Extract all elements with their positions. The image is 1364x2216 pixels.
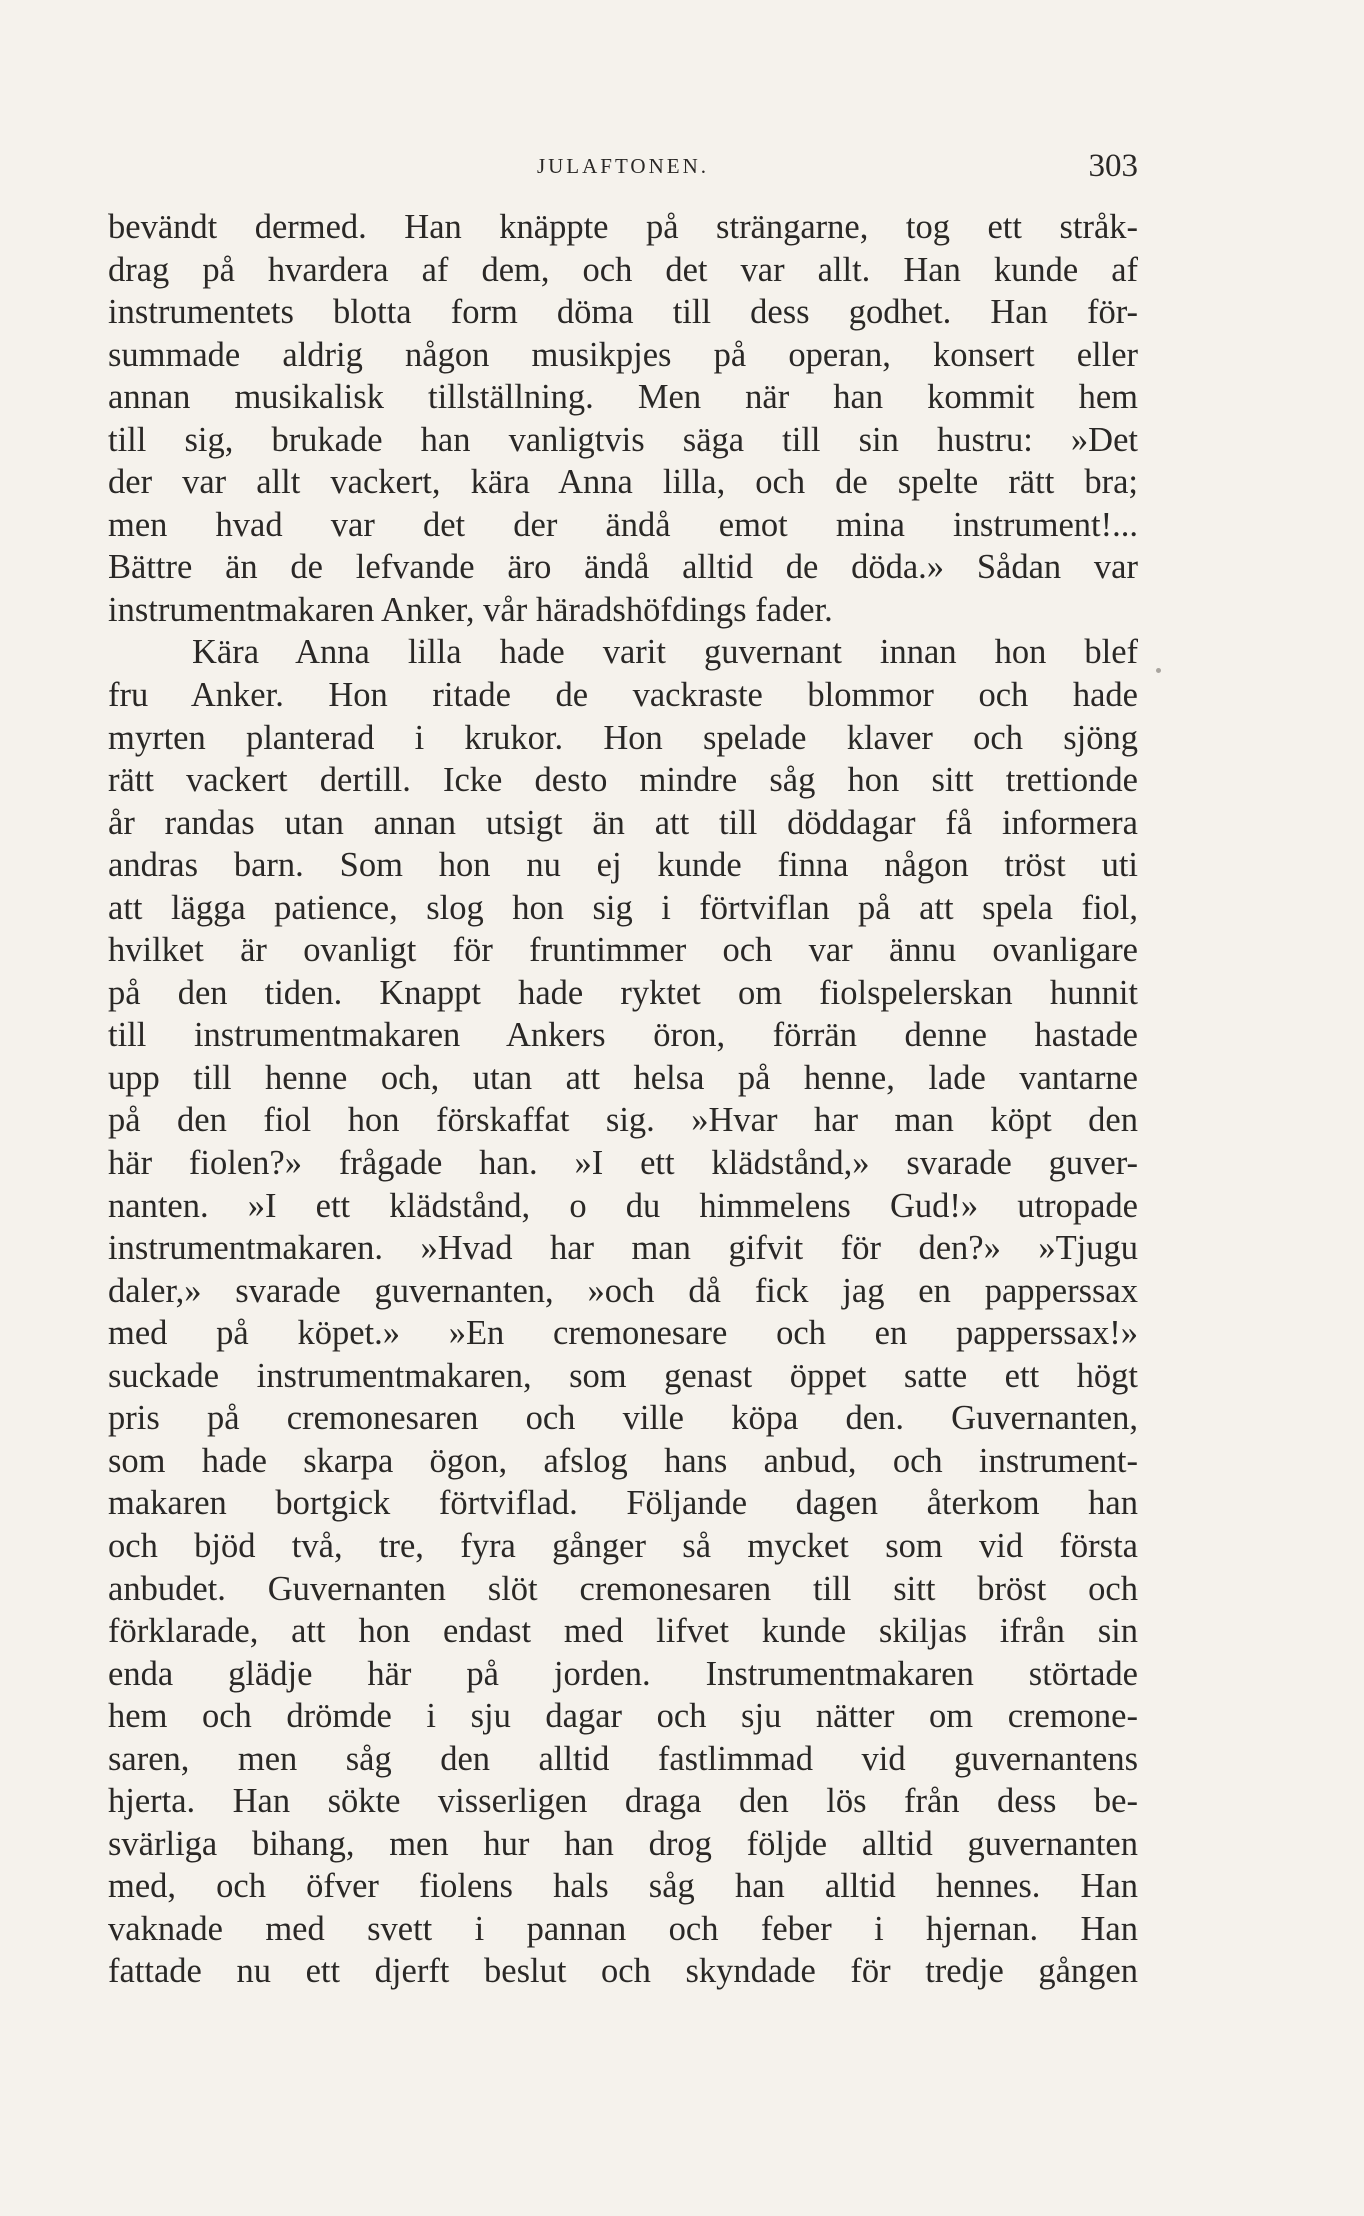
text-line: summade aldrig någon musikpjes på operan, konsert eller — [108, 335, 1138, 374]
text-line: pris på cremonesaren och ville köpa den. Guvernanten, — [108, 1399, 1138, 1438]
text-line: instrumentmakaren. »Hvad har man gifvit för den?» »Tjugu — [108, 1229, 1138, 1268]
text-line: att lägga patience, slog hon sig i förtviflan på att spela fiol, — [108, 888, 1138, 927]
text-line: instrumentets blotta form döma till dess godhet. Han för- — [108, 293, 1138, 332]
text-line: hvilket är ovanligt för fruntimmer och var ännu ovanligare — [108, 931, 1138, 970]
text-line: rätt vackert dertill. Icke desto mindre såg hon sitt trettionde — [108, 761, 1138, 800]
text-line: fattade nu ett djerft beslut och skyndade för tredje gången — [108, 1952, 1138, 1991]
text-line: nanten. »I ett klädstånd, o du himmelens Gud!» utropade — [108, 1186, 1138, 1225]
text-line: som hade skarpa ögon, afslog hans anbud, och instrument- — [108, 1441, 1138, 1480]
text-line: hem och drömde i sju dagar och sju nätter om cremone- — [108, 1697, 1138, 1736]
running-title: JULAFTONEN. — [536, 154, 710, 178]
text-line: anbudet. Guvernanten slöt cremonesaren till sitt bröst och — [108, 1569, 1138, 1608]
text-line: daler,» svarade guvernanten, »och då fick jag en papperssax — [108, 1271, 1138, 1310]
text-line: annan musikalisk tillställning. Men när han kommit hem — [108, 378, 1138, 417]
running-head — [108, 146, 1138, 186]
text-line: enda glädje här på jorden. Instrumentmakaren störtade — [108, 1654, 1138, 1693]
text-line: med på köpet.» »En cremonesare och en papperssax!» — [108, 1314, 1138, 1353]
text-line: instrumentmakaren Anker, vår häradshöfdings fader. — [108, 590, 833, 629]
text-line: på den tiden. Knappt hade ryktet om fiolspelerskan hunnit — [108, 973, 1138, 1012]
text-line: makaren bortgick förtviflad. Följande dagen återkom han — [108, 1484, 1138, 1523]
body-text — [108, 206, 1138, 1993]
margin-speck — [1156, 668, 1161, 673]
text-line: suckade instrumentmakaren, som genast öppet satte ett högt — [108, 1356, 1138, 1395]
text-line: på den fiol hon förskaffat sig. »Hvar har man köpt den — [108, 1101, 1138, 1140]
text-line: andras barn. Som hon nu ej kunde finna någon tröst uti — [108, 846, 1138, 885]
text-line: här fiolen?» frågade han. »I ett klädstånd,» svarade guver- — [108, 1144, 1138, 1183]
text-line: till sig, brukade han vanligtvis säga till sin hustru: »Det — [108, 420, 1138, 459]
text-line: år randas utan annan utsigt än att till döddagar få informera — [108, 803, 1138, 842]
page-number: 303 — [1088, 148, 1138, 184]
text-line: fru Anker. Hon ritade de vackraste blommor och hade — [108, 676, 1138, 715]
text-line: drag på hvardera af dem, och det var allt. Han kunde af — [108, 250, 1138, 289]
text-line: förklarade, att hon endast med lifvet kunde skiljas ifrån sin — [108, 1612, 1138, 1651]
text-line: svärliga bihang, men hur han drog följde alltid guvernanten — [108, 1824, 1138, 1863]
text-line: der var allt vackert, kära Anna lilla, och de spelte rätt bra; — [108, 463, 1138, 502]
text-line: upp till henne och, utan att helsa på henne, lade vantarne — [108, 1058, 1138, 1097]
text-line: Bättre än de lefvande äro ändå alltid de döda.» Sådan var — [108, 548, 1138, 587]
text-line: vaknade med svett i pannan och feber i hjernan. Han — [108, 1909, 1138, 1948]
text-line: men hvad var det der ändå emot mina instrument!... — [108, 505, 1138, 544]
text-line: hjerta. Han sökte visserligen draga den lös från dess be- — [108, 1782, 1138, 1821]
text-line: saren, men såg den alltid fastlimmad vid guvernantens — [108, 1739, 1138, 1778]
text-line: med, och öfver fiolens hals såg han alltid hennes. Han — [108, 1867, 1138, 1906]
text-line: Kära Anna lilla hade varit guvernant innan hon blef — [192, 633, 1138, 672]
text-line: myrten planterad i krukor. Hon spelade klaver och sjöng — [108, 718, 1138, 757]
text-line: bevändt dermed. Han knäppte på strängarne, tog ett stråk- — [108, 208, 1138, 246]
text-line: och bjöd två, tre, fyra gånger så mycket som vid första — [108, 1526, 1138, 1565]
text-line: till instrumentmakaren Ankers öron, förrän denne hastade — [108, 1016, 1138, 1055]
